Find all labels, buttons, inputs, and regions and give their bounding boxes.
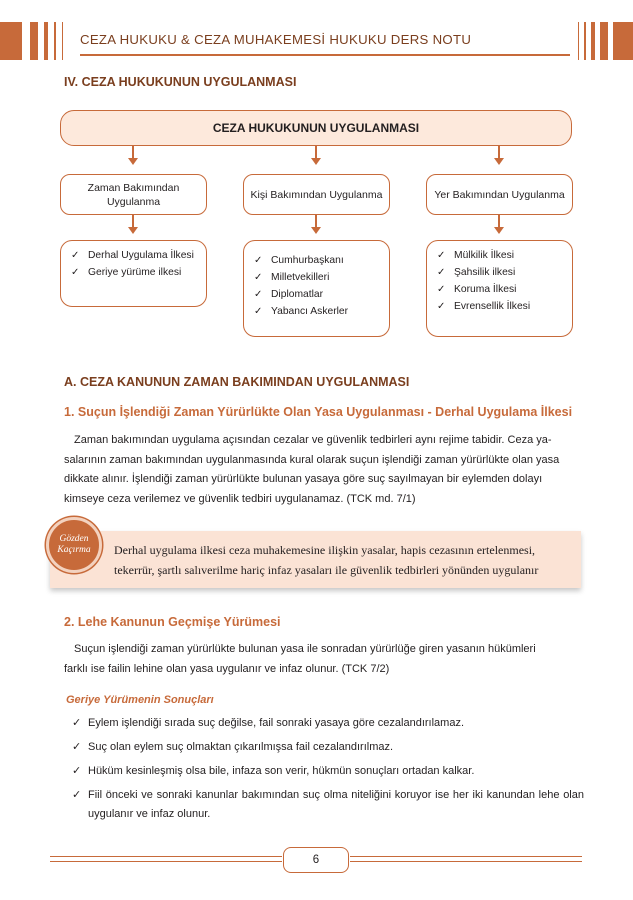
header-underline <box>80 54 570 56</box>
paragraph-line: kimseye ceza verilemez ve güvenlik tedbiri uygulanamaz. (TCK md. 7/1) <box>64 492 416 505</box>
diagram-root-label: CEZA HUKUKUNUN UYGULANMASI <box>212 121 420 135</box>
category-label: Zaman Bakımından Uygulanma <box>87 181 180 208</box>
section-2-title: 2. Lehe Kanunun Geçmişe Yürümesi <box>64 615 281 629</box>
list-item: ✓ Diplomatlar <box>254 289 324 300</box>
paragraph-line: Suçun işlendiği zaman yürürlükte bulunan yasa ile sonradan yürürlüğe giren yasanın hükümleri <box>74 643 536 655</box>
gozden-kacirma-badge <box>46 517 102 573</box>
check-icon: ✓ <box>72 765 82 777</box>
page-header <box>0 22 633 60</box>
check-icon: ✓ <box>71 250 80 261</box>
check-icon: ✓ <box>72 789 82 801</box>
footer-line <box>350 861 582 862</box>
check-icon: ✓ <box>437 250 446 261</box>
list-item: ✓ Milletvekilleri <box>254 272 330 283</box>
check-icon: ✓ <box>254 306 263 317</box>
list-box-place <box>426 240 573 337</box>
check-icon: ✓ <box>437 284 446 295</box>
callout-line: tekerrür, şartlı salıverilme hariç infaz yasaları ile güvenlik tedbirleri yönünden uygulanır <box>114 563 539 577</box>
check-icon: ✓ <box>437 267 446 278</box>
page-number-box <box>283 847 349 873</box>
header-stripe <box>54 22 56 60</box>
header-stripe <box>62 22 63 60</box>
list-item: ✓ Suç olan eylem suç olmaktan çıkarılmışsa fail cezalandırılmaz. <box>72 738 584 757</box>
check-icon: ✓ <box>437 301 446 312</box>
callout-box <box>50 531 581 588</box>
list-box-person <box>243 240 390 337</box>
section-a1-title: 1. Suçun İşlendiği Zaman Yürürlükte Olan Yasa Uygulanması - Derhal Uygulama İlkesi <box>64 405 573 419</box>
list-item: ✓ Yabancı Askerler <box>254 306 349 317</box>
header-stripe <box>600 22 608 60</box>
section-2-paragraph <box>64 640 584 679</box>
list-item: ✓ Geriye yürüme ilkesi <box>71 267 182 278</box>
list-item: ✓ Koruma İlkesi <box>437 284 517 295</box>
paragraph-line: dikkate alınır. İşlendiği zaman yürürlükte bulunan yasaya göre suç sayılmayan bir eylemden dolayı <box>64 473 543 485</box>
badge-line: Gözden <box>59 534 89 544</box>
section-a-title: A. CEZA KANUNUN ZAMAN BAKIMINDAN UYGULANMASI <box>64 375 410 389</box>
category-box-place <box>426 174 573 215</box>
category-box-person <box>243 174 390 215</box>
header-stripe <box>584 22 586 60</box>
footer-line <box>50 861 282 862</box>
list-item: ✓ Derhal Uygulama İlkesi <box>71 250 194 261</box>
list-box-time <box>60 240 207 307</box>
consequences-subheading: Geriye Yürümenin Sonuçları <box>66 694 214 706</box>
category-box-time <box>60 174 207 215</box>
callout-text <box>114 540 574 580</box>
paragraph-line: salarının zaman bakımından uygulanmasında kural olarak suçun işlendiği zaman yürürlükte olan yasa <box>64 453 560 466</box>
consequences-list <box>72 714 584 829</box>
list-item: ✓ Evrensellik İlkesi <box>437 301 531 312</box>
diagram-root-box <box>60 110 572 146</box>
header-stripe <box>578 22 579 60</box>
header-title: CEZA HUKUKU & CEZA MUHAKEMESİ HUKUKU DERS NOTU <box>80 32 472 47</box>
footer-line <box>50 856 282 857</box>
footer-line <box>350 856 582 857</box>
list-item: ✓ Eylem işlendiği sırada suç değilse, fail sonraki yasaya göre cezalandırılamaz. <box>72 714 584 733</box>
header-accent-block <box>0 22 22 60</box>
check-icon: ✓ <box>254 289 263 300</box>
check-icon: ✓ <box>71 267 80 278</box>
section-a1-paragraph <box>64 431 584 509</box>
category-label: Yer Bakımından Uygulanma <box>434 188 565 201</box>
list-item: ✓ Cumhurbaşkanı <box>254 255 344 266</box>
header-stripe <box>44 22 48 60</box>
category-label: Kişi Bakımından Uygulanma <box>250 188 383 201</box>
paragraph-line: Zaman bakımından uygulama açısından cezalar ve güvenlik tedbirleri aynı rejime tabidir. Ceza ya- <box>74 434 552 446</box>
section-title: IV. CEZA HUKUKUNUN UYGULANMASI <box>64 75 297 89</box>
header-stripe <box>591 22 595 60</box>
badge-line: Kaçırma <box>57 545 91 555</box>
list-item: ✓ Mülkilik İlkesi <box>437 250 515 261</box>
list-item: ✓ Hüküm kesinleşmiş olsa bile, infaza son verir, hükmün sonuçları ortadan kalkar. <box>72 762 584 781</box>
paragraph-line: farklı ise failin lehine olan yasa uygulanır ve infaz olunur. (TCK 7/2) <box>64 662 390 675</box>
header-stripe <box>30 22 38 60</box>
check-icon: ✓ <box>254 255 263 266</box>
check-icon: ✓ <box>72 741 82 753</box>
check-icon: ✓ <box>254 272 263 283</box>
page-number: 6 <box>312 854 320 866</box>
header-stripe <box>613 22 633 60</box>
list-item: ✓ Fiil önceki ve sonraki kanunlar bakımından suç olma niteliğini koruyor ise her iki kanundan lehe olan uygulanır ve infaz olunur. <box>72 786 584 824</box>
check-icon: ✓ <box>72 717 82 729</box>
list-item: ✓ Şahsilik ilkesi <box>437 267 516 278</box>
callout-line: Derhal uygulama ilkesi ceza muhakemesine ilişkin yasalar, hapis cezasının ertelenmesi, <box>114 543 536 557</box>
